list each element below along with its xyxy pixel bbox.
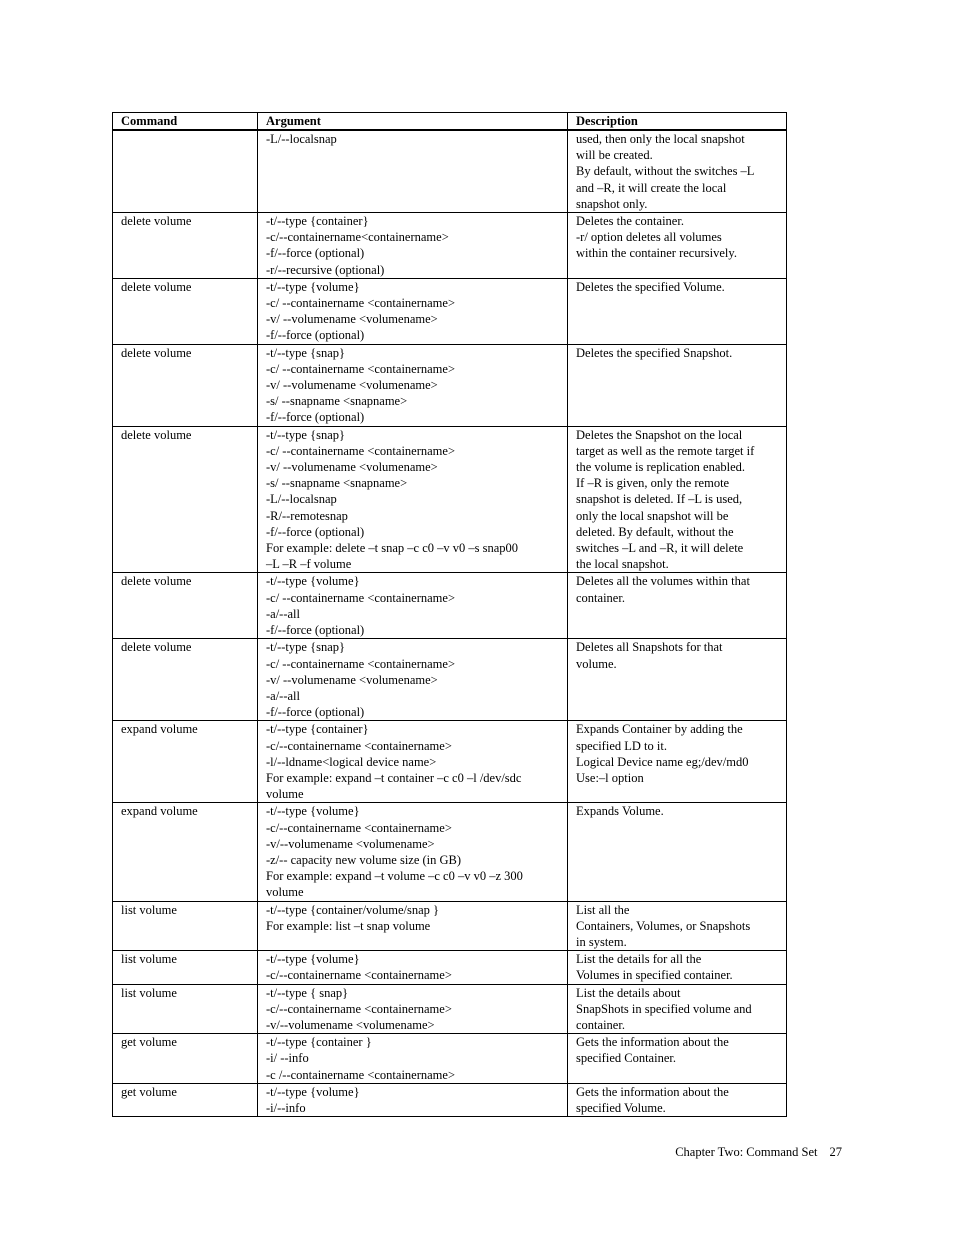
description-cell: Expands Container by adding the specified LD to it. Logical Device name eg;/dev/md0 Use:–l option — [568, 721, 787, 803]
table-row — [113, 721, 787, 803]
chapter-title: Chapter Two: Command Set — [675, 1145, 818, 1159]
table-header — [113, 113, 787, 131]
table-row — [113, 1083, 787, 1116]
argument-cell: -t/--type {volume} -i/--info — [258, 1083, 568, 1116]
header-description: Description — [568, 113, 787, 131]
argument-cell: -t/--type {container } -i/ --info -c /--containername <containername> — [258, 1034, 568, 1084]
description-cell: List the details about SnapShots in specified volume and container. — [568, 984, 787, 1034]
table-row — [113, 803, 787, 901]
command-table — [112, 112, 787, 1117]
header-argument: Argument — [258, 113, 568, 131]
header-command: Command — [113, 113, 258, 131]
command-cell: delete volume — [113, 573, 258, 639]
table-row — [113, 426, 787, 573]
table-row — [113, 213, 787, 279]
command-cell: expand volume — [113, 803, 258, 901]
command-cell — [113, 130, 258, 213]
table-row — [113, 130, 787, 213]
argument-cell: -t/--type {volume} -c/--containername <containername> — [258, 951, 568, 984]
command-cell: list volume — [113, 951, 258, 984]
page-number: 27 — [829, 1145, 842, 1159]
description-cell: Deletes the Snapshot on the local target as well as the remote target if the volume is replication enabled. If –R is given, only the remote snapshot is deleted. If –L is used, only the local snapshot will be deleted. By default, without the switches –L and –R, it will delete the local snapshot. — [568, 426, 787, 573]
description-cell: Gets the information about the specified Volume. — [568, 1083, 787, 1116]
command-cell: delete volume — [113, 639, 258, 721]
description-cell: Deletes the specified Snapshot. — [568, 344, 787, 426]
argument-cell: -t/--type {container} -c/--containername<containername> -f/--force (optional) -r/--recursive (optional) — [258, 213, 568, 279]
command-cell: list volume — [113, 984, 258, 1034]
table-row — [113, 984, 787, 1034]
argument-cell: -t/--type {container} -c/--containername <containername> -l/--ldname<logical device name> For example: expand –t container –c c0 –l /dev/sdc volume — [258, 721, 568, 803]
table-row — [113, 951, 787, 984]
table-row — [113, 278, 787, 344]
argument-cell: -t/--type {container/volume/snap } For example: list –t snap volume — [258, 901, 568, 951]
argument-cell: -t/--type {volume} -c/--containername <containername> -v/--volumename <volumename> -z/-- capacity new volume size (in GB) For example: expand –t volume –c c0 –v v0 –z 300 volume — [258, 803, 568, 901]
description-cell: Deletes all Snapshots for that volume. — [568, 639, 787, 721]
command-cell: expand volume — [113, 721, 258, 803]
description-cell: Gets the information about the specified Container. — [568, 1034, 787, 1084]
table-row — [113, 573, 787, 639]
argument-cell: -t/--type {volume} -c/ --containername <containername> -v/ --volumename <volumename> -f/--force (optional) — [258, 278, 568, 344]
command-cell: get volume — [113, 1034, 258, 1084]
command-cell: delete volume — [113, 344, 258, 426]
table-row — [113, 639, 787, 721]
description-cell: used, then only the local snapshot will be created. By default, without the switches –L and –R, it will create the local snapshot only. — [568, 130, 787, 213]
argument-cell: -t/--type { snap} -c/--containername <containername> -v/--volumename <volumename> — [258, 984, 568, 1034]
description-cell: Expands Volume. — [568, 803, 787, 901]
command-cell: delete volume — [113, 278, 258, 344]
argument-cell: -t/--type {snap} -c/ --containername <containername> -v/ --volumename <volumename> -s/ --snapname <snapname> -L/--localsnap -R/--remotesnap -f/--force (optional) For example: delete –t snap –c c0 –v v0 –s snap00 –L –R –f volume — [258, 426, 568, 573]
argument-cell: -L/--localsnap — [258, 130, 568, 213]
command-cell: get volume — [113, 1083, 258, 1116]
command-cell: delete volume — [113, 426, 258, 573]
description-cell: Deletes the specified Volume. — [568, 278, 787, 344]
table-body — [113, 130, 787, 1117]
description-cell: List the details for all the Volumes in specified container. — [568, 951, 787, 984]
description-cell: Deletes the container. -r/ option deletes all volumes within the container recursively. — [568, 213, 787, 279]
table-row — [113, 1034, 787, 1084]
description-cell: List all the Containers, Volumes, or Snapshots in system. — [568, 901, 787, 951]
argument-cell: -t/--type {snap} -c/ --containername <containername> -v/ --volumename <volumename> -s/ --snapname <snapname> -f/--force (optional) — [258, 344, 568, 426]
argument-cell: -t/--type {volume} -c/ --containername <containername> -a/--all -f/--force (optional) — [258, 573, 568, 639]
command-cell: delete volume — [113, 213, 258, 279]
page-footer — [675, 1145, 842, 1160]
table-row — [113, 901, 787, 951]
table-row — [113, 344, 787, 426]
command-cell: list volume — [113, 901, 258, 951]
description-cell: Deletes all the volumes within that container. — [568, 573, 787, 639]
argument-cell: -t/--type {snap} -c/ --containername <containername> -v/ --volumename <volumename> -a/--all -f/--force (optional) — [258, 639, 568, 721]
header-row — [113, 113, 787, 131]
